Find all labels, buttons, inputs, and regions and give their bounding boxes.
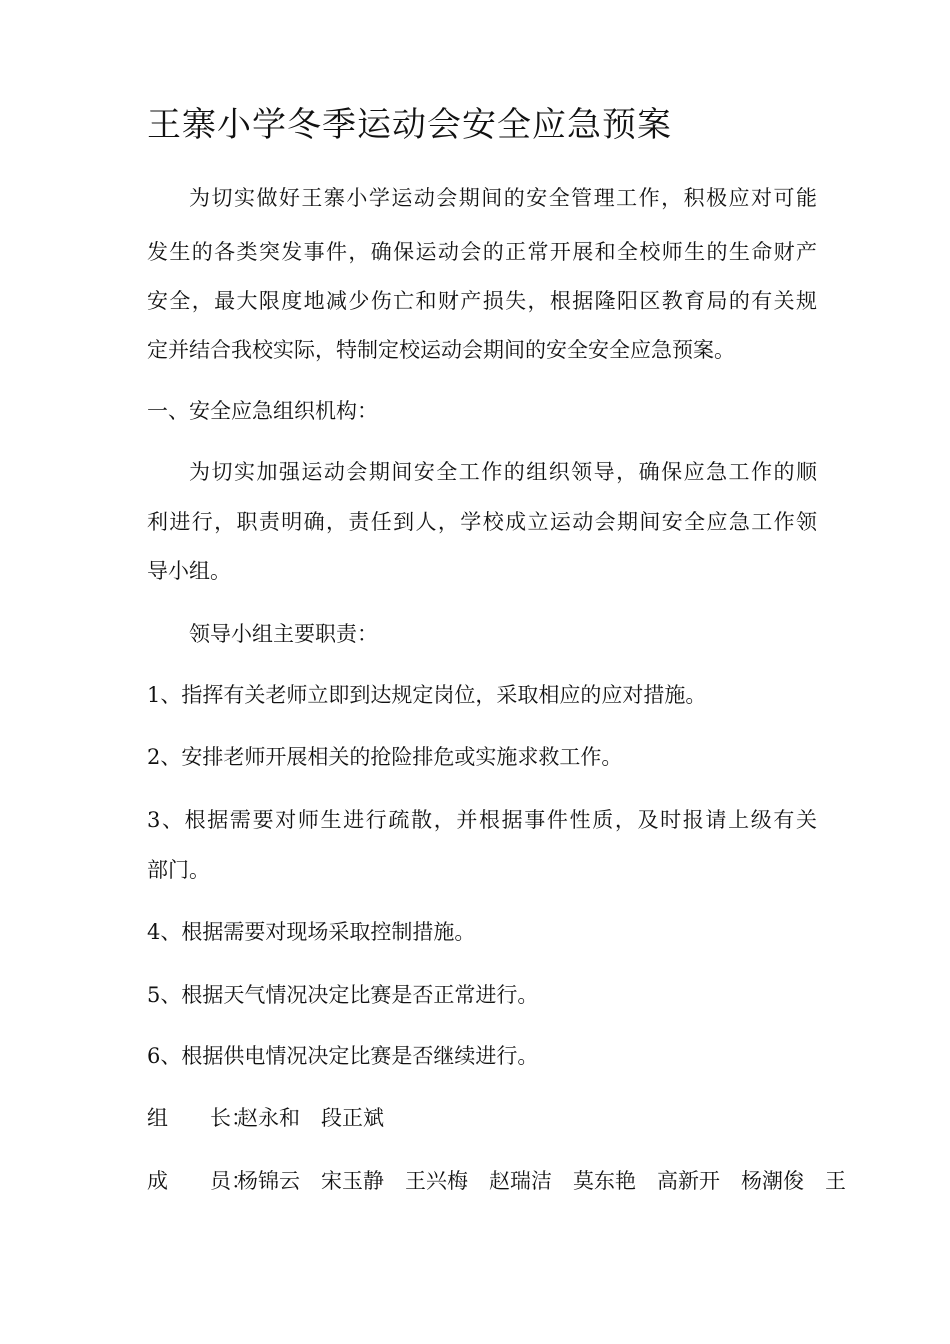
duty-item-1: 1、指挥有关老师立即到达规定岗位，采取相应的应对措施。 (147, 683, 707, 707)
member-row (147, 1166, 846, 1196)
member-names: 杨锦云 宋玉静 王兴梅 赵瑞洁 莫东艳 高新开 杨潮俊 王 (237, 1169, 846, 1193)
intro-line-3: 安全，最大限度地减少伤亡和财产损失，根据隆阳区教育局的有关规 (147, 289, 817, 313)
intro-line-4: 定并结合我校实际，特制定校运动会期间的安全安全应急预案。 (147, 338, 735, 362)
leader-row (147, 1103, 817, 1133)
section1-para-line-3: 导小组。 (147, 559, 231, 583)
intro-line-1: 为切实做好王寨小学运动会期间的安全管理工作，积极应对可能 (189, 186, 817, 210)
duty-item-3: 3、根据需要对师生进行疏散，并根据事件性质，及时报请上级有关 (147, 808, 817, 832)
duty-item-3-cont: 部门。 (147, 858, 210, 882)
duties-heading: 领导小组主要职责： (189, 622, 378, 646)
document-title: 王寨小学冬季运动会安全应急预案 (147, 105, 672, 145)
member-label: 成 员： (147, 1169, 252, 1193)
leader-label: 组 长： (147, 1106, 252, 1130)
section1-para-line-1: 为切实加强运动会期间安全工作的组织领导，确保应急工作的顺 (189, 460, 817, 484)
duty-item-4: 4、根据需要对现场采取控制措施。 (147, 920, 476, 944)
intro-line-2: 发生的各类突发事件，确保运动会的正常开展和全校师生的生命财产 (147, 240, 817, 264)
duty-item-6: 6、根据供电情况决定比赛是否继续进行。 (147, 1044, 539, 1068)
section1-para-line-2: 利进行，职责明确，责任到人，学校成立运动会期间安全应急工作领 (147, 510, 817, 534)
duty-item-5: 5、根据天气情况决定比赛是否正常进行。 (147, 983, 539, 1007)
section-heading-org: 一、安全应急组织机构： (147, 399, 378, 423)
leader-names: 赵永和 段正斌 (237, 1106, 384, 1130)
duty-item-2: 2、安排老师开展相关的抢险排危或实施求救工作。 (147, 745, 623, 769)
